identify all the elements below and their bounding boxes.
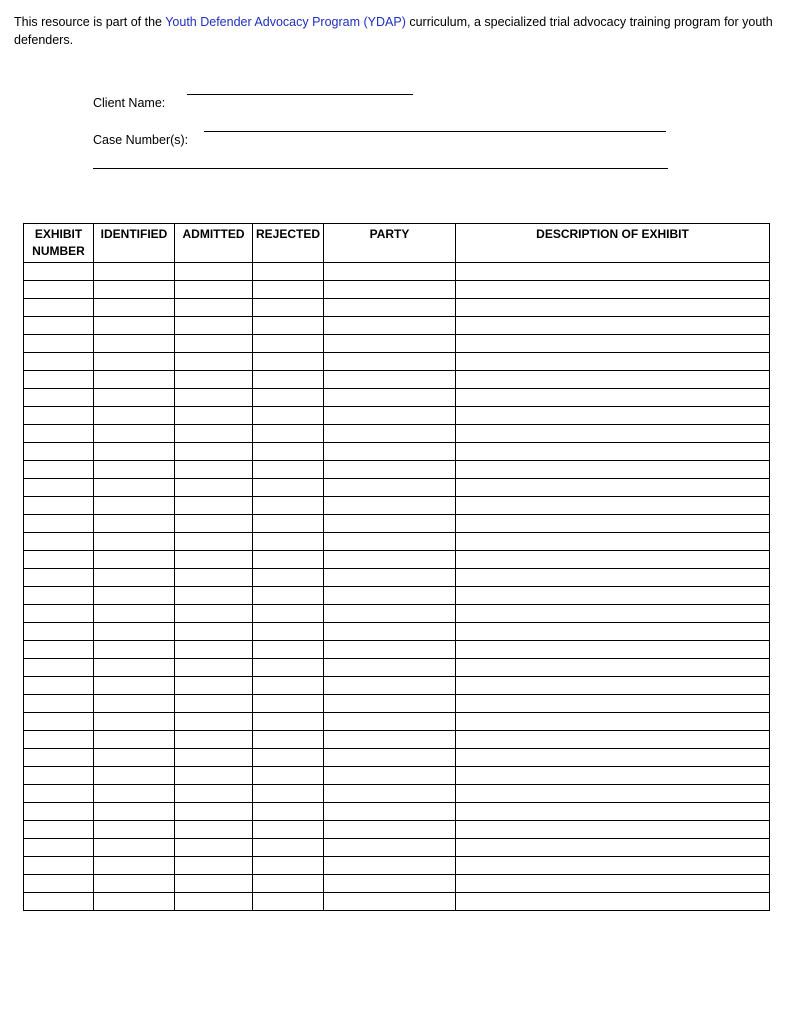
cell-description[interactable] <box>456 605 770 623</box>
cell-identified[interactable] <box>94 587 175 605</box>
cell-party[interactable] <box>324 263 456 281</box>
intro-paragraph <box>14 13 779 49</box>
cell-exhibit-number[interactable] <box>24 299 94 317</box>
cell-party[interactable] <box>324 767 456 785</box>
cell-party[interactable] <box>324 443 456 461</box>
cell-description[interactable] <box>456 281 770 299</box>
cell-identified[interactable] <box>94 785 175 803</box>
cell-rejected[interactable] <box>253 767 324 785</box>
table-row <box>24 317 770 335</box>
cell-admitted[interactable] <box>175 785 253 803</box>
table-row <box>24 569 770 587</box>
cell-admitted[interactable] <box>175 533 253 551</box>
client-name-field[interactable] <box>187 94 413 95</box>
cell-party[interactable] <box>324 515 456 533</box>
cell-rejected[interactable] <box>253 803 324 821</box>
cell-identified[interactable] <box>94 281 175 299</box>
cell-rejected[interactable] <box>253 353 324 371</box>
header-identified: IDENTIFIED <box>94 224 175 263</box>
cell-identified[interactable] <box>94 497 175 515</box>
cell-rejected[interactable] <box>253 713 324 731</box>
cell-rejected[interactable] <box>253 857 324 875</box>
cell-identified[interactable] <box>94 443 175 461</box>
table-row <box>24 731 770 749</box>
additional-line-field[interactable] <box>93 168 668 169</box>
cell-party[interactable] <box>324 803 456 821</box>
table-row <box>24 335 770 353</box>
cell-admitted[interactable] <box>175 551 253 569</box>
table-row <box>24 821 770 839</box>
cell-party[interactable] <box>324 641 456 659</box>
cell-description[interactable] <box>456 659 770 677</box>
cell-rejected[interactable] <box>253 695 324 713</box>
cell-exhibit-number[interactable] <box>24 443 94 461</box>
cell-exhibit-number[interactable] <box>24 605 94 623</box>
table-row <box>24 443 770 461</box>
header-rejected: REJECTED <box>253 224 324 263</box>
cell-admitted[interactable] <box>175 893 253 911</box>
cell-admitted[interactable] <box>175 443 253 461</box>
table-row <box>24 785 770 803</box>
cell-description[interactable] <box>456 515 770 533</box>
cell-rejected[interactable] <box>253 821 324 839</box>
cell-rejected[interactable] <box>253 839 324 857</box>
cell-admitted[interactable] <box>175 623 253 641</box>
cell-exhibit-number[interactable] <box>24 623 94 641</box>
cell-exhibit-number[interactable] <box>24 263 94 281</box>
cell-admitted[interactable] <box>175 875 253 893</box>
table-row <box>24 407 770 425</box>
cell-admitted[interactable] <box>175 605 253 623</box>
table-row <box>24 497 770 515</box>
cell-rejected[interactable] <box>253 299 324 317</box>
cell-rejected[interactable] <box>253 587 324 605</box>
cell-party[interactable] <box>324 281 456 299</box>
cell-exhibit-number[interactable] <box>24 857 94 875</box>
cell-description[interactable] <box>456 389 770 407</box>
cell-party[interactable] <box>324 785 456 803</box>
cell-exhibit-number[interactable] <box>24 785 94 803</box>
cell-exhibit-number[interactable] <box>24 371 94 389</box>
cell-party[interactable] <box>324 839 456 857</box>
cell-party[interactable] <box>324 731 456 749</box>
table-row <box>24 551 770 569</box>
cell-admitted[interactable] <box>175 281 253 299</box>
cell-admitted[interactable] <box>175 425 253 443</box>
cell-admitted[interactable] <box>175 461 253 479</box>
cell-rejected[interactable] <box>253 785 324 803</box>
cell-rejected[interactable] <box>253 659 324 677</box>
cell-exhibit-number[interactable] <box>24 875 94 893</box>
cell-party[interactable] <box>324 605 456 623</box>
table-row <box>24 803 770 821</box>
cell-admitted[interactable] <box>175 839 253 857</box>
cell-party[interactable] <box>324 371 456 389</box>
cell-identified[interactable] <box>94 875 175 893</box>
table-row <box>24 263 770 281</box>
cell-party[interactable] <box>324 425 456 443</box>
cell-exhibit-number[interactable] <box>24 533 94 551</box>
cell-admitted[interactable] <box>175 587 253 605</box>
cell-exhibit-number[interactable] <box>24 515 94 533</box>
table-row <box>24 713 770 731</box>
cell-rejected[interactable] <box>253 551 324 569</box>
cell-exhibit-number[interactable] <box>24 425 94 443</box>
cell-rejected[interactable] <box>253 749 324 767</box>
cell-exhibit-number[interactable] <box>24 767 94 785</box>
cell-party[interactable] <box>324 659 456 677</box>
cell-exhibit-number[interactable] <box>24 587 94 605</box>
cell-admitted[interactable] <box>175 677 253 695</box>
table-row <box>24 479 770 497</box>
cell-admitted[interactable] <box>175 767 253 785</box>
cell-identified[interactable] <box>94 335 175 353</box>
cell-description[interactable] <box>456 839 770 857</box>
cell-identified[interactable] <box>94 731 175 749</box>
cell-description[interactable] <box>456 821 770 839</box>
cell-rejected[interactable] <box>253 677 324 695</box>
table-row <box>24 353 770 371</box>
client-name-label: Client Name: <box>93 96 166 110</box>
cell-admitted[interactable] <box>175 353 253 371</box>
cell-identified[interactable] <box>94 389 175 407</box>
cell-identified[interactable] <box>94 353 175 371</box>
table-row <box>24 767 770 785</box>
cell-description[interactable] <box>456 407 770 425</box>
cell-exhibit-number[interactable] <box>24 407 94 425</box>
cell-party[interactable] <box>324 623 456 641</box>
cell-identified[interactable] <box>94 659 175 677</box>
table-row <box>24 857 770 875</box>
case-numbers-field[interactable] <box>204 131 666 132</box>
cell-admitted[interactable] <box>175 263 253 281</box>
cell-exhibit-number[interactable] <box>24 353 94 371</box>
cell-description[interactable] <box>456 713 770 731</box>
cell-exhibit-number[interactable] <box>24 497 94 515</box>
cell-description[interactable] <box>456 803 770 821</box>
cell-exhibit-number[interactable] <box>24 569 94 587</box>
table-row <box>24 587 770 605</box>
cell-identified[interactable] <box>94 605 175 623</box>
cell-identified[interactable] <box>94 821 175 839</box>
cell-party[interactable] <box>324 317 456 335</box>
cell-identified[interactable] <box>94 299 175 317</box>
cell-admitted[interactable] <box>175 731 253 749</box>
cell-rejected[interactable] <box>253 407 324 425</box>
cell-identified[interactable] <box>94 893 175 911</box>
cell-rejected[interactable] <box>253 281 324 299</box>
cell-exhibit-number[interactable] <box>24 893 94 911</box>
cell-party[interactable] <box>324 551 456 569</box>
cell-rejected[interactable] <box>253 263 324 281</box>
table-row <box>24 875 770 893</box>
cell-party[interactable] <box>324 299 456 317</box>
cell-admitted[interactable] <box>175 317 253 335</box>
table-row <box>24 641 770 659</box>
table-row <box>24 695 770 713</box>
cell-description[interactable] <box>456 695 770 713</box>
exhibit-log-table <box>23 223 770 911</box>
cell-party[interactable] <box>324 407 456 425</box>
cell-identified[interactable] <box>94 551 175 569</box>
cell-identified[interactable] <box>94 623 175 641</box>
cell-rejected[interactable] <box>253 533 324 551</box>
cell-admitted[interactable] <box>175 569 253 587</box>
cell-exhibit-number[interactable] <box>24 641 94 659</box>
cell-rejected[interactable] <box>253 317 324 335</box>
intro-suffix: curriculum, a specialized trial advocacy training program for youth defenders. <box>14 15 773 47</box>
cell-identified[interactable] <box>94 479 175 497</box>
cell-identified[interactable] <box>94 641 175 659</box>
cell-exhibit-number[interactable] <box>24 551 94 569</box>
cell-rejected[interactable] <box>253 497 324 515</box>
cell-identified[interactable] <box>94 569 175 587</box>
cell-identified[interactable] <box>94 263 175 281</box>
cell-party[interactable] <box>324 821 456 839</box>
table-row <box>24 659 770 677</box>
table-row <box>24 515 770 533</box>
cell-party[interactable] <box>324 875 456 893</box>
cell-rejected[interactable] <box>253 389 324 407</box>
cell-exhibit-number[interactable] <box>24 317 94 335</box>
cell-party[interactable] <box>324 389 456 407</box>
cell-exhibit-number[interactable] <box>24 389 94 407</box>
table-row <box>24 389 770 407</box>
cell-identified[interactable] <box>94 677 175 695</box>
cell-exhibit-number[interactable] <box>24 695 94 713</box>
header-admitted: ADMITTED <box>175 224 253 263</box>
cell-rejected[interactable] <box>253 893 324 911</box>
cell-rejected[interactable] <box>253 371 324 389</box>
cell-party[interactable] <box>324 893 456 911</box>
cell-admitted[interactable] <box>175 299 253 317</box>
cell-admitted[interactable] <box>175 821 253 839</box>
cell-admitted[interactable] <box>175 803 253 821</box>
cell-exhibit-number[interactable] <box>24 659 94 677</box>
cell-identified[interactable] <box>94 317 175 335</box>
cell-admitted[interactable] <box>175 371 253 389</box>
cell-party[interactable] <box>324 713 456 731</box>
cell-exhibit-number[interactable] <box>24 839 94 857</box>
cell-admitted[interactable] <box>175 713 253 731</box>
cell-description[interactable] <box>456 587 770 605</box>
cell-identified[interactable] <box>94 407 175 425</box>
cell-exhibit-number[interactable] <box>24 461 94 479</box>
cell-description[interactable] <box>456 533 770 551</box>
table-body <box>24 263 770 911</box>
cell-exhibit-number[interactable] <box>24 731 94 749</box>
table-row <box>24 299 770 317</box>
cell-admitted[interactable] <box>175 749 253 767</box>
cell-identified[interactable] <box>94 713 175 731</box>
cell-admitted[interactable] <box>175 389 253 407</box>
table-row <box>24 749 770 767</box>
cell-rejected[interactable] <box>253 569 324 587</box>
cell-identified[interactable] <box>94 533 175 551</box>
cell-rejected[interactable] <box>253 623 324 641</box>
cell-description[interactable] <box>456 443 770 461</box>
cell-rejected[interactable] <box>253 479 324 497</box>
intro-prefix: This resource is part of the <box>14 15 166 29</box>
table-row <box>24 677 770 695</box>
cell-admitted[interactable] <box>175 335 253 353</box>
table-row <box>24 893 770 911</box>
cell-identified[interactable] <box>94 767 175 785</box>
cell-description[interactable] <box>456 623 770 641</box>
cell-party[interactable] <box>324 857 456 875</box>
cell-exhibit-number[interactable] <box>24 749 94 767</box>
table-row <box>24 605 770 623</box>
table-row <box>24 839 770 857</box>
cell-rejected[interactable] <box>253 425 324 443</box>
cell-identified[interactable] <box>94 515 175 533</box>
cell-admitted[interactable] <box>175 497 253 515</box>
table-row <box>24 425 770 443</box>
cell-party[interactable] <box>324 335 456 353</box>
cell-admitted[interactable] <box>175 857 253 875</box>
cell-identified[interactable] <box>94 461 175 479</box>
cell-identified[interactable] <box>94 857 175 875</box>
cell-description[interactable] <box>456 497 770 515</box>
cell-party[interactable] <box>324 569 456 587</box>
cell-identified[interactable] <box>94 425 175 443</box>
cell-identified[interactable] <box>94 371 175 389</box>
cell-exhibit-number[interactable] <box>24 803 94 821</box>
cell-description[interactable] <box>456 749 770 767</box>
cell-description[interactable] <box>456 677 770 695</box>
cell-party[interactable] <box>324 695 456 713</box>
cell-exhibit-number[interactable] <box>24 821 94 839</box>
table-row <box>24 533 770 551</box>
cell-description[interactable] <box>456 551 770 569</box>
cell-exhibit-number[interactable] <box>24 479 94 497</box>
cell-party[interactable] <box>324 479 456 497</box>
cell-identified[interactable] <box>94 749 175 767</box>
cell-party[interactable] <box>324 533 456 551</box>
cell-description[interactable] <box>456 857 770 875</box>
cell-description[interactable] <box>456 569 770 587</box>
cell-description[interactable] <box>456 335 770 353</box>
cell-description[interactable] <box>456 461 770 479</box>
cell-rejected[interactable] <box>253 461 324 479</box>
cell-rejected[interactable] <box>253 515 324 533</box>
cell-party[interactable] <box>324 749 456 767</box>
table-header-row <box>24 224 770 263</box>
table-row <box>24 371 770 389</box>
cell-admitted[interactable] <box>175 695 253 713</box>
header-exhibit-number: EXHIBIT NUMBER <box>24 224 94 263</box>
cell-rejected[interactable] <box>253 731 324 749</box>
cell-description[interactable] <box>456 767 770 785</box>
cell-rejected[interactable] <box>253 335 324 353</box>
cell-party[interactable] <box>324 677 456 695</box>
cell-party[interactable] <box>324 587 456 605</box>
table-row <box>24 281 770 299</box>
cell-description[interactable] <box>456 731 770 749</box>
cell-exhibit-number[interactable] <box>24 335 94 353</box>
cell-description[interactable] <box>456 875 770 893</box>
cell-exhibit-number[interactable] <box>24 713 94 731</box>
cell-party[interactable] <box>324 461 456 479</box>
cell-description[interactable] <box>456 317 770 335</box>
cell-description[interactable] <box>456 425 770 443</box>
cell-description[interactable] <box>456 785 770 803</box>
cell-exhibit-number[interactable] <box>24 281 94 299</box>
cell-description[interactable] <box>456 893 770 911</box>
cell-party[interactable] <box>324 353 456 371</box>
header-party: PARTY <box>324 224 456 263</box>
cell-admitted[interactable] <box>175 659 253 677</box>
cell-admitted[interactable] <box>175 407 253 425</box>
cell-description[interactable] <box>456 263 770 281</box>
cell-description[interactable] <box>456 641 770 659</box>
cell-description[interactable] <box>456 479 770 497</box>
cell-identified[interactable] <box>94 803 175 821</box>
cell-exhibit-number[interactable] <box>24 677 94 695</box>
cell-admitted[interactable] <box>175 515 253 533</box>
table-row <box>24 461 770 479</box>
cell-rejected[interactable] <box>253 443 324 461</box>
cell-admitted[interactable] <box>175 479 253 497</box>
case-numbers-label: Case Number(s): <box>93 133 189 147</box>
cell-rejected[interactable] <box>253 605 324 623</box>
cell-party[interactable] <box>324 497 456 515</box>
cell-description[interactable] <box>456 353 770 371</box>
cell-rejected[interactable] <box>253 641 324 659</box>
cell-identified[interactable] <box>94 839 175 857</box>
cell-description[interactable] <box>456 299 770 317</box>
table-row <box>24 623 770 641</box>
cell-identified[interactable] <box>94 695 175 713</box>
cell-admitted[interactable] <box>175 641 253 659</box>
ydap-link[interactable]: Youth Defender Advocacy Program (YDAP) <box>165 15 406 29</box>
cell-description[interactable] <box>456 371 770 389</box>
header-description: DESCRIPTION OF EXHIBIT <box>456 224 770 263</box>
cell-rejected[interactable] <box>253 875 324 893</box>
